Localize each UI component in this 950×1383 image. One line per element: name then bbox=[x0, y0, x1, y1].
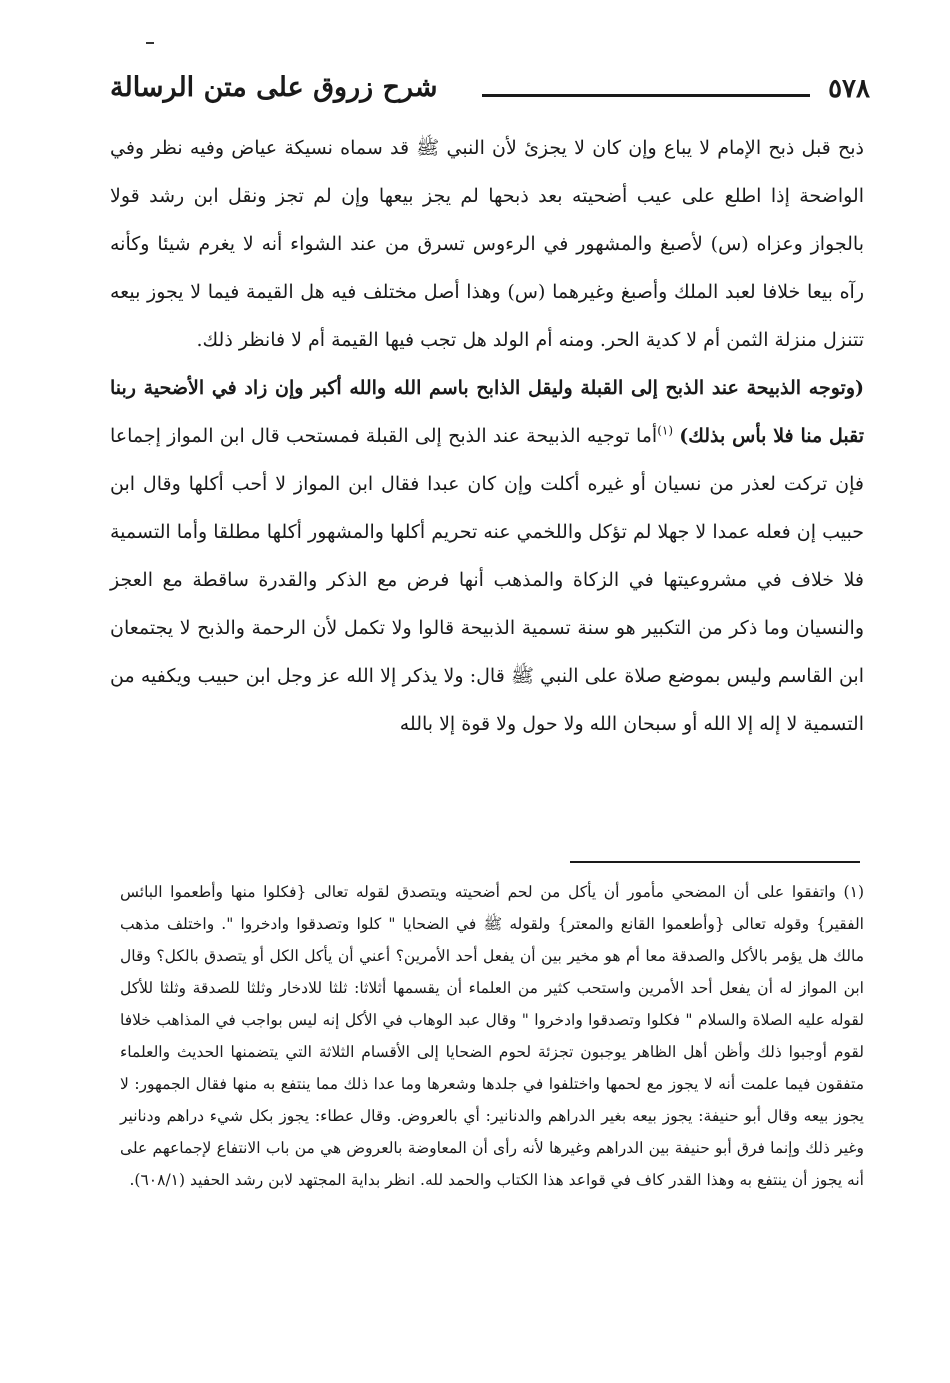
footnote-1: (١) واتفقوا على أن المضحي مأمور أن يأكل من لحم أضحيته ويتصدق لقوله تعالى {فكلوا منها وأطعموا البائس الفقير} وقوله تعالى {وأطعموا القانع والمعتر} ولقوله ﷺ في الضحايا " كلوا وتصدقوا وادخروا ". واختلف مذهب مالك هل يؤمر بالأكل والصدقة معا أم هو مخير بين أن يفعل أحد الأمرين؟ أعني أن يأكل الكل أو يتصدق بالكل؟ وقال ابن المواز له أن يفعل أحد الأمرين واستحب كثير من العلماء أن يقسمها أثلاثا: ثلثا للادخار وثلثا للصدقة وثلثا للأكل لقوله عليه الصلاة والسلام " فكلوا وتصدقوا وادخروا " وقال عبد الوهاب في الأكل إنه ليس بواجب في المذاهب خلافا لقوم أوجبوا ذلك وأظن أهل الظاهر يوجبون تجزئة لحوم الضحايا إلى الأقسام الثلاثة التي يتضمنها الحديث والعلماء متفقون فيما علمت أنه لا يجوز مع لحمها واختلفوا في جلدها وشعرها وما عدا ذلك مما ينتفع به منها فقال الجمهور: لا يجوز بيعه وقال أبو حنيفة: يجوز بيعه بغير الدراهم والدنانير: أي بالعروض. وقال عطاء: يجوز بكل شيء دراهم ودنانير وغير ذلك وإنما فرق أبو حنيفة بين الدراهم وغيرها لأنه رأى أن المعاوضة بالعروض هي من باب الانتفاع لإجماعهم على أنه يجوز أن ينتفع به وهذا القدر كاف في قواعد هذا الكتاب والحمد لله. انظر بداية المجتهد لابن رشد الحفيد (٦٠٨/١). bbox=[120, 883, 864, 1189]
header-rule bbox=[482, 94, 810, 97]
main-text bbox=[110, 124, 864, 748]
footnote-separator bbox=[570, 861, 860, 863]
running-title: شرح زروق على متن الرسالة bbox=[110, 72, 438, 103]
footnotes bbox=[120, 876, 864, 1196]
footnote-marker[interactable]: (١) bbox=[657, 423, 674, 438]
matn-quote: (وتوجه الذبيحة عند الذبح إلى القبلة وليقل الذابح باسم الله والله أكبر وإن زاد في الأضحية ربنا تقبل منا فلا بأس بذلك) bbox=[110, 377, 864, 447]
paragraph-2-block bbox=[110, 364, 864, 748]
print-speck bbox=[146, 42, 154, 44]
paragraph-2: أما توجيه الذبيحة عند الذبح إلى القبلة فمستحب قال ابن المواز إجماعا فإن تركت لعذر من نسيان أو غيره أكلت وإن كان عبدا فقال ابن المواز لا أحب أكلها وقال ابن حبيب إن فعله عمدا لا جهلا لم تؤكل واللخمي عنه تحريم أكلها والمشهور أكلها مطلقا وأما التسمية فلا خلاف في مشروعيتها في الزكاة والمذهب أنها فرض مع الذكر والقدرة ساقطة مع العجز والنسيان وما ذكر من التكبير هو سنة تسمية الذبيحة قالوا ولا تكمل لأن الرحمة والذبح لا يجتمعان ابن القاسم وليس بموضع صلاة على النبي ﷺ قال: ولا يذكر إلا الله عز وجل ابن حبيب ويكفيه من التسمية لا إله إلا الله أو سبحان الله ولا حول ولا قوة إلا بالله bbox=[110, 425, 864, 735]
page-number: ٥٧٨ bbox=[828, 74, 870, 104]
page-header bbox=[110, 70, 870, 116]
paragraph-1: ذبح قبل ذبح الإمام لا يباع وإن كان لا يجزئ لأن النبي ﷺ قد سماه نسيكة عياض وفيه نظر وفي الواضحة إذا اطلع على عيب أضحيته بعد ذبحها لم يجز بيعها وإن لم تجز ونقل ابن رشد قولا بالجواز وعزاه (س) لأصبغ والمشهور في الرءوس تسرق من عند الشواء أنه لا يغرم شيئا وكأنه رآه بيعا خلافا لعبد الملك وأصبغ وغيرهما (س) وهذا أصل مختلف فيه هل القيمة فيما لا يجوز بيعه تتنزل منزلة الثمن أم لا كدية الحر. ومنه أم الولد هل تجب فيها القيمة أم لا فانظر ذلك. bbox=[110, 137, 864, 351]
